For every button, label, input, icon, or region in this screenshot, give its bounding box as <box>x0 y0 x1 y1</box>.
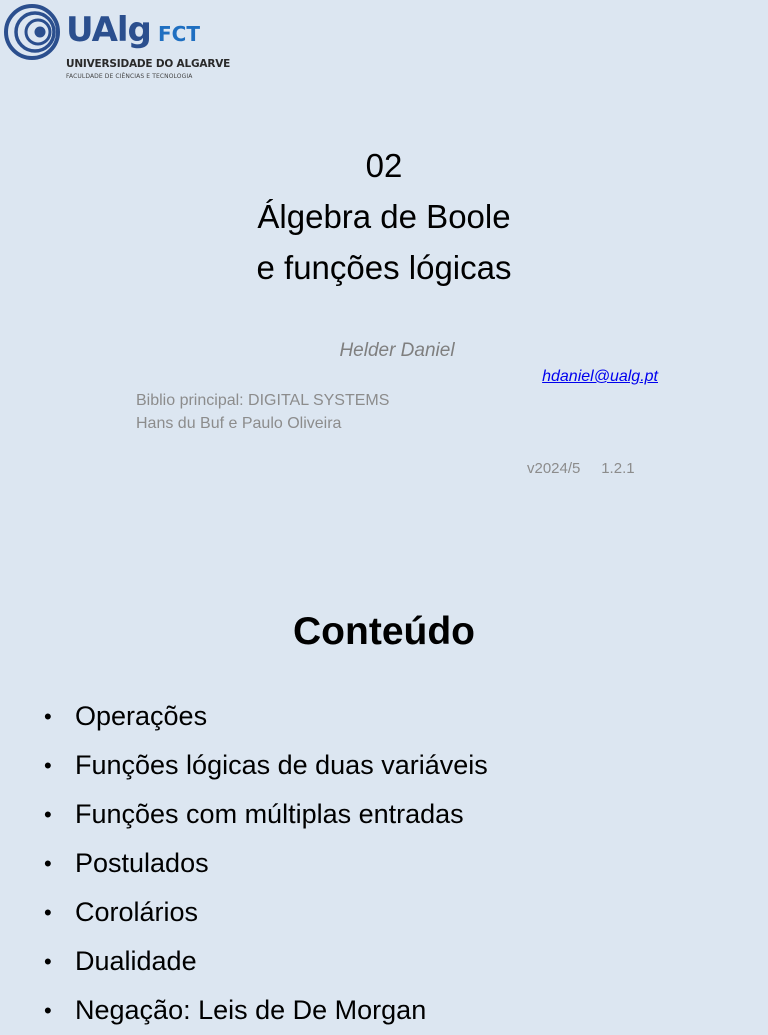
list-item <box>44 986 488 1035</box>
bullet-icon: • <box>44 802 52 827</box>
list-item-label: Dualidade <box>75 946 197 976</box>
list-item-label: Funções com múltiplas entradas <box>75 799 464 829</box>
title-line-main: Álgebra de Boole <box>257 198 511 235</box>
list-item-label: Funções lógicas de duas variáveis <box>75 750 488 780</box>
list-item-label: Negação: Leis de De Morgan <box>75 995 427 1025</box>
bullet-icon: • <box>44 753 52 778</box>
list-item <box>44 692 488 741</box>
list-item <box>44 741 488 790</box>
slide-title <box>0 140 768 293</box>
biblio-line: Hans du Buf e Paulo Oliveira <box>136 415 342 432</box>
contents-list <box>44 692 488 1035</box>
author-name: Helder Daniel <box>339 340 455 361</box>
biblio-line: Biblio principal: DIGITAL SYSTEMS <box>136 392 390 409</box>
title-line-sub: e funções lógicas <box>256 249 512 286</box>
list-item <box>44 937 488 986</box>
contents-title: Conteúdo <box>293 610 475 653</box>
list-item-label: Postulados <box>75 848 209 878</box>
list-item <box>44 790 488 839</box>
author-email-link[interactable]: hdaniel@ualg.pt <box>542 368 658 385</box>
version-label: v2024/5 1.2.1 <box>527 460 635 477</box>
contents-slide <box>0 560 768 1024</box>
bullet-icon: • <box>44 704 52 729</box>
logo-faculty-text: FACULDADE DE CIÊNCIAS E TECNOLOGIA <box>66 73 193 80</box>
bullet-icon: • <box>44 851 52 876</box>
ualg-fct-logo <box>4 4 234 84</box>
logo-fct-text: FCT <box>158 22 200 46</box>
list-item-label: Operações <box>75 701 208 731</box>
list-item <box>44 839 488 888</box>
bullet-icon: • <box>44 998 52 1023</box>
title-line-number: 02 <box>365 147 403 184</box>
bullet-icon: • <box>44 949 52 974</box>
logo-ualg-text: UAlg <box>66 10 151 50</box>
bullet-icon: • <box>44 900 52 925</box>
logo-university-text: UNIVERSIDADE DO ALGARVE <box>66 58 231 70</box>
bibliography <box>136 389 389 435</box>
list-item <box>44 888 488 937</box>
list-item-label: Corolários <box>75 897 199 927</box>
ualg-emblem-icon <box>4 4 60 60</box>
